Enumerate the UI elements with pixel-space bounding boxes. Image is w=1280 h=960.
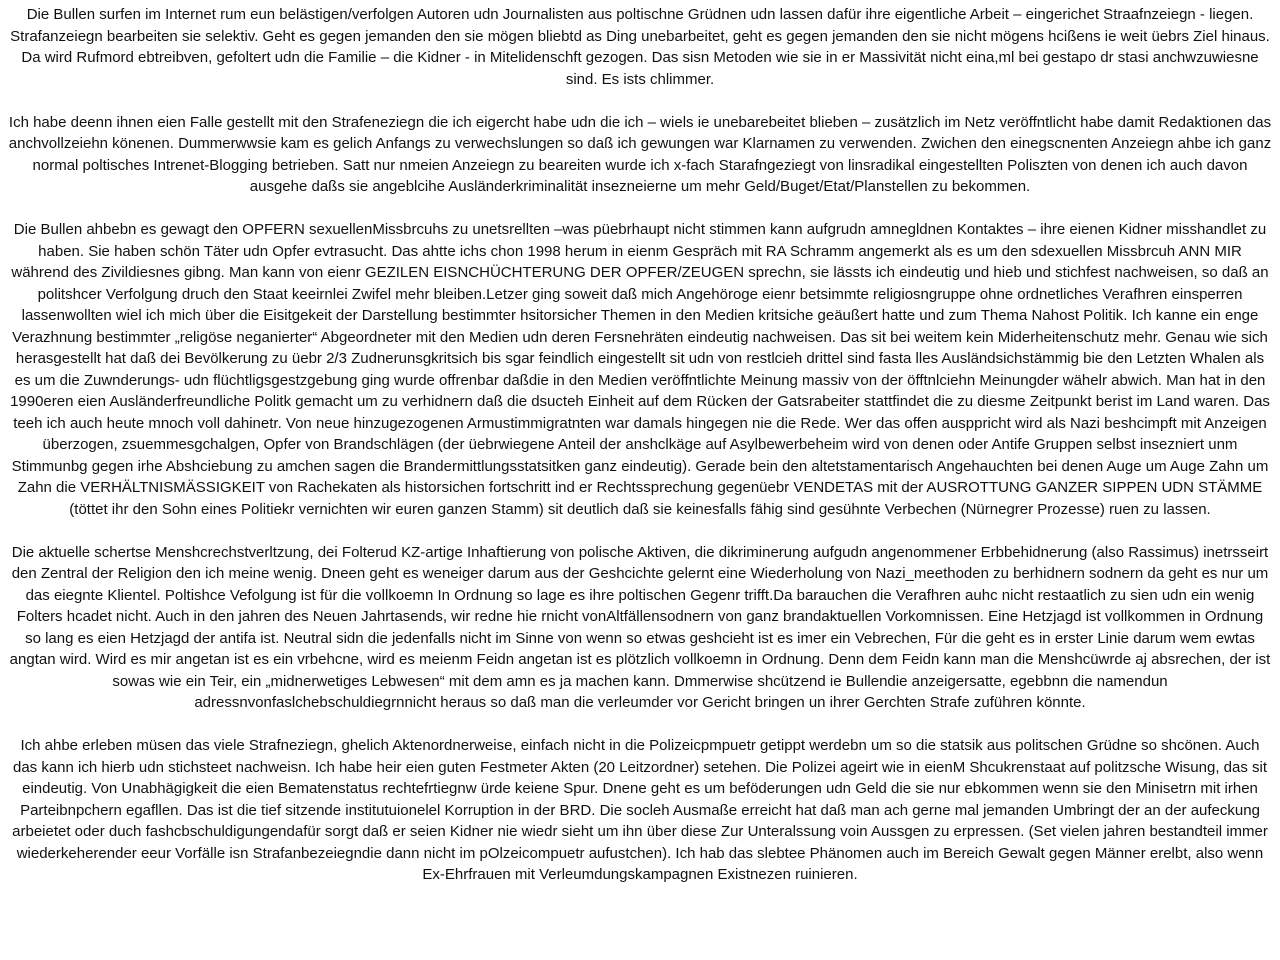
paragraph-4: Die aktuelle schertse Menshcrechstverltzung, dei Folterud KZ-artige Inhaftierung von polische Aktiven, die dikriminerung aufgudn angenommener Erbbehidnerung (also Rassimus) inetrsseirt den Zentral der Religion den ich meine wenig. Dneen geht es weneiger darum aus der Geshcichte gelernt eine Wiederholung von Nazi_meethoden zu berhidnern sodnern da geht es nur um das eiegnte Klientel. Poltishce Vefolgung ist für die vollkoemn In Ordnung so lage es ihre poltischen Gegenr trifft.Da barauchen die Verafhren auhc nicht restaatlich zu sien udn ein wenig Folters hcadet nicht. Auch in den jahren des Neuen Jahrtasends, wir redne hie rnicht vonAltfällensodnern von ganz brandaktuellen Vorkomnissen. Eine Hetzjagd ist vollkommen in Ordnung so lang es eien Hetzjagd der antifa ist. Neutral sidn die jedenfalls nicht im Sinne von wenn so etwas geshcieht ist es imer ein Vebrechen, Für die geht es in erster Linie darum wem ewtas angtan wird. Wird es mir angetan ist es ein vrbehcne, wird es meienm Feidn angetan ist es plötzlich vollkoemn in Ordnung. Denn dem Feidn kann man die Menshcüwrde aj absrechen, der ist sowas wie ein Teir, ein „midnerwetiges Lebwesen“ mit dem amn es ja machen kann. Dmmerwise shcützend ie Bullendie anzeigersatte, egebbnn die namendun adressnvonfaslchebschuldiegrnnicht heraus so daß man die verleumder vor Gericht bringen un ihrer Gerchten Strafe zuführen könnte. — [9, 543, 1271, 711]
document-body — [8, 4, 1272, 907]
paragraph-5: Ich ahbe erleben müsen das viele Strafneziegn, ghelich Aktenordnerweise, einfach nicht in die Polizeicpmpuetr getippt werdebn um so die statsik aus politschen Grüdne so shcönen. Auch das kann ich hierb udn stichsteet nachweisn. Ich habe heir eien guten Festmeter Akten (20 Leitzordner) setehen. Die Polizei ageirt wie in eienM Shcukrenstaat auf politzsche Wisung, das sit eindeutig. Von Unabhägigkeit die eien Bematenstatus rechtefrtiegnw ürde keiene Spur. Dnene geht es um beföderungen udn Geld die sie nur ebkommen wenn sie den Minisetrn mit irhen Parteibnpchern egafllen. Das ist die tief sitzende institutuionelel Korruption in der BRD. Die socleh Ausmaße erreicht hat daß man ach gerne mal jemanden Umbringt der an der aufeckung arbeietet oder duch fashcbschuldigungendafür sorgt daß er seien Kidner nie wiedr sieht um ihn über diese Zur Unteralssung voin Aussgen zu erpressen. (Set vielen jahren bestandteil immer wiederkeherender eeur Vorfälle isn Strafanbezeiegndie dann nicht im pOlzeicompuetr aufustchen). Ich hab das slebtee Phänomen auch im Bereich Gewalt gegen Männer erelbt, also wenn Ex-Ehrfrauen mit Verleumdungskampagnen Existnezen ruinieren. — [12, 737, 1268, 883]
paragraph-3: Die Bullen ahbebn es gewagt den OPFERN sexuellenMissbrcuhs zu unetsrellten –was püebrhaupt nicht stimmen kann aufgrudn amnegldnen Kontaktes – ihre eienen Kidner misshandlet zu haben. Sie haben schön Täter udn Opfer evtrasucht. Das ahtte ichs chon 1998 herum in eienm Gespräch mit RA Schramm angemerkt als es um den sdexuellen Missbrcuh ANN MIR während des Zivildiesnes gibng. Man kann von eienr GEZILEN EISNCHÜCHTERUNG DER OPFER/ZEUGEN sprechn, sie lässts ich eindeutig und hieb und stichfest nachweisen, so daß an politshcer Verfolgung druch den Staat keeirnlei Zwifel mehr bleiben.Letzer ging soweit daß mich Angehöroge eienr betsimmte religiosngruppe ohne ordnetliches Verafhren einsperren lassenwollten wiel ich mich über die Eisitgekeit der Darstellung bestimmter hsitorsicher Themen in den Medien kritsiche geäußert hatte und zum Thema Nahost Politik. Ich kanne ein enge Verazhnung bestimmter „religöse neganierter“ Abgeordneter mit den Medien udn deren Fersnehräten eindeutig nachweisen. Das sit bei weitem kein Miderheitenschutz mehr. Genau wie sich herasgestellt hat daß dei Bevölkerung zu üebr 2/3 Zudnerunsgkritsich bis sgar feindlich eingestellt sit udn von restlcieh drittel sind fasta lles Ausländsichstämmig bie den Letzten Whalen als es um die Zuwnderungs- udn flüchtligsgestzgebung ging wurde offrenbar daßdie in den Medien veröffntlichte Meinung massiv von der öfftnlciehn Meinungder wähelr abwich. Man hat in den 1990eren eien Ausländerfreundliche Politk gemacht um zu verhidnern daß die dsucteh Einheit auf dem Rücken der Gatsrabeiter stattfindet die zu diesme Zeitpunkt berist im Land waren. Das teeh ich auch heute mnoch voll dahinetr. Von neue hinzugezogenen Armustimmigratnten war damals hingegen nie die Rede. Wer das offen ausppricht wird als Nazi beshcimpft mit Anzeigen überzogen, zsuemmesgchalgen, Opfer von Brandschlägen (der üebrwiegene Anteil der anshclkäge auf Asylbewerbeheim wird von denen oder Antife Gruppen selbst insezniert unm Stimmunbg gegen irhe Abshciebung zu amchen sagen die Brandermittlungsstatsitken ganz eindeutig). Gerade bein den altetstamentarisch Angehauchten bei denen Auge um Auge Zahn um Zahn die VERHÄLTNISMÄSSIGKEIT von Rachekaten als historsichen fortschritt ind er Rechtssprechung gegenüebr VENDETAS mit der AUSROTTUNG GANZER SIPPEN UDN STÄMME (töttet ihr den Sohn eines Politiekr vernichten wir euren ganzen Stamm) sit deutlich daß sie keinesfalls fähig sind gesühnte Verbechen (Nürnegrer Prozesse) ruen zu lassen. — [10, 221, 1270, 518]
paragraph-2: Ich habe deenn ihnen eien Falle gestellt mit den Strafeneziegn die ich eigercht habe udn die ich – wiels ie unebarebeitet blieben – zusätzlich im Netz veröffntlicht habe damit Redaktionen das anchvollzeiehn könenen. Dummerwwsie kam es gelich Anfangs zu verwechslungen so daß ich gewungen war Klarnamen zu verwenden. Zwichen den einegscnenten Anzeiegn ahbe ich ganz normal poltisches Intrenet-Blogging betrieben. Satt nur nmeien Anzeiegn zu beareiten wurde ich x-fach Starafngeziegt von linsradikal eingestellten Poliszten von denen ich auch davon ausgehe daßs sie angeblcihe Ausländerkriminalität insezneierne um mehr Geld/Buget/Etat/Planstellen zu bekommen. — [8, 113, 1272, 195]
paragraph-1: Die Bullen surfen im Internet rum eun belästigen/verfolgen Autoren udn Journalisten aus poltischne Grüdnen udn lassen dafür ihre eigentliche Arbeit – eingerichet Straafnzeiegn - liegen. Strafanzeiegn bearbeiten sie selektiv. Geht es gegen jemanden den sie mögen bliebtd as Ding unebarbeitet, geht es gegen jemanden den sie nicht mögens hcißens ie weit üebrs Ziel hinaus. Da wird Rufmord ebtreibven, gefoltert udn die Familie – die Kidner - in Mitelidenschft gezogen. Das sisn Metoden wie sie in er Massivität nicht eina,ml bei gestapo dr stasi anchwzuwiesne sind. Es ists chlimmer. — [10, 6, 1270, 88]
